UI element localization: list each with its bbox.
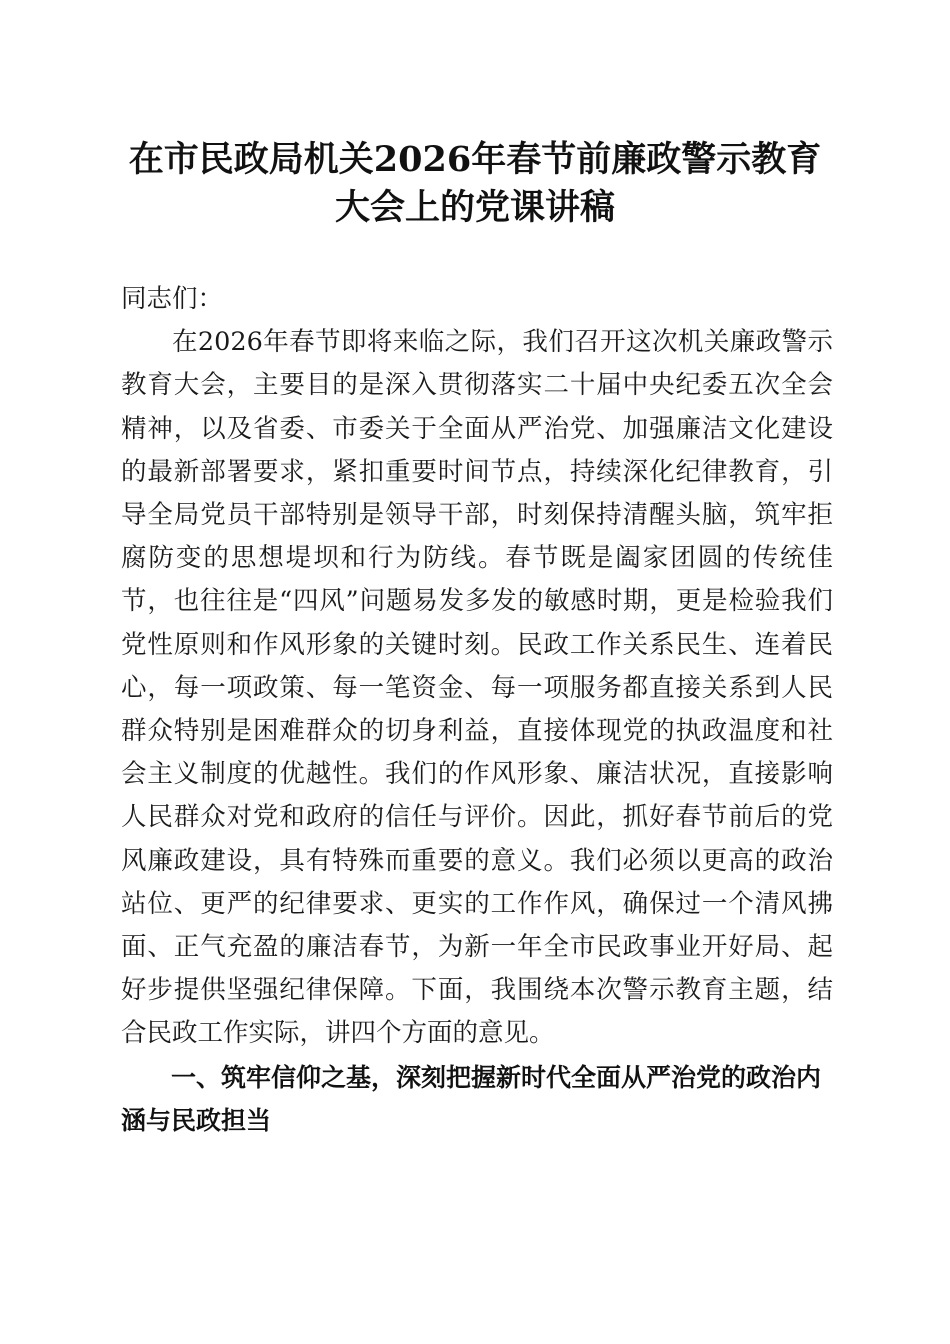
title-line-1: 在市民政局机关2026年春节前廉政警示教育 <box>128 139 822 180</box>
intro-paragraph: 在2026年春节即将来临之际，我们召开这次机关廉政警示教育大会，主要目的是深入贯彻落实二十届中央纪委五次全会精神，以及省委、市委关于全面从严治党、加强廉洁文化建设的最新部署要求，紧扣重要时间节点，持续深化纪律教育，引导全局党员干部特别是领导干部，时刻保持清醒头脑，筑牢拒腐防变的思想堤坝和行为防线。春节既是阖家团圆的传统佳节，也往往是“四风”问题易发多发的敏感时期，更是检验我们党性原则和作风形象的关键时刻。民政工作关系民生、连着民心，每一项政策、每一笔资金、每一项服务都直接关系到人民群众特别是困难群众的切身利益，直接体现党的执政温度和社会主义制度的优越性。我们的作风形象、廉洁状况，直接影响人民群众对党和政府的信任与评价。因此，抓好春节前后的党风廉政建设，具有特殊而重要的意义。我们必须以更高的政治站位、更严的纪律要求、更实的工作作风，确保过一个清风拂面、正气充盈的廉洁春节，为新一年全市民政事业开好局、起好步提供坚强纪律保障。下面，我围绕本次警示教育主题，结合民政工作实际，讲四个方面的意见。 <box>121 327 833 1049</box>
salutation: 同志们： <box>121 284 224 314</box>
document-body <box>121 278 833 1142</box>
document-title <box>60 136 890 232</box>
section-heading-1: 一、筑牢信仰之基，深刻把握新时代全面从严治党的政治内涵与民政担当 <box>121 1062 822 1135</box>
title-line-2: 大会上的党课讲稿 <box>334 187 615 228</box>
